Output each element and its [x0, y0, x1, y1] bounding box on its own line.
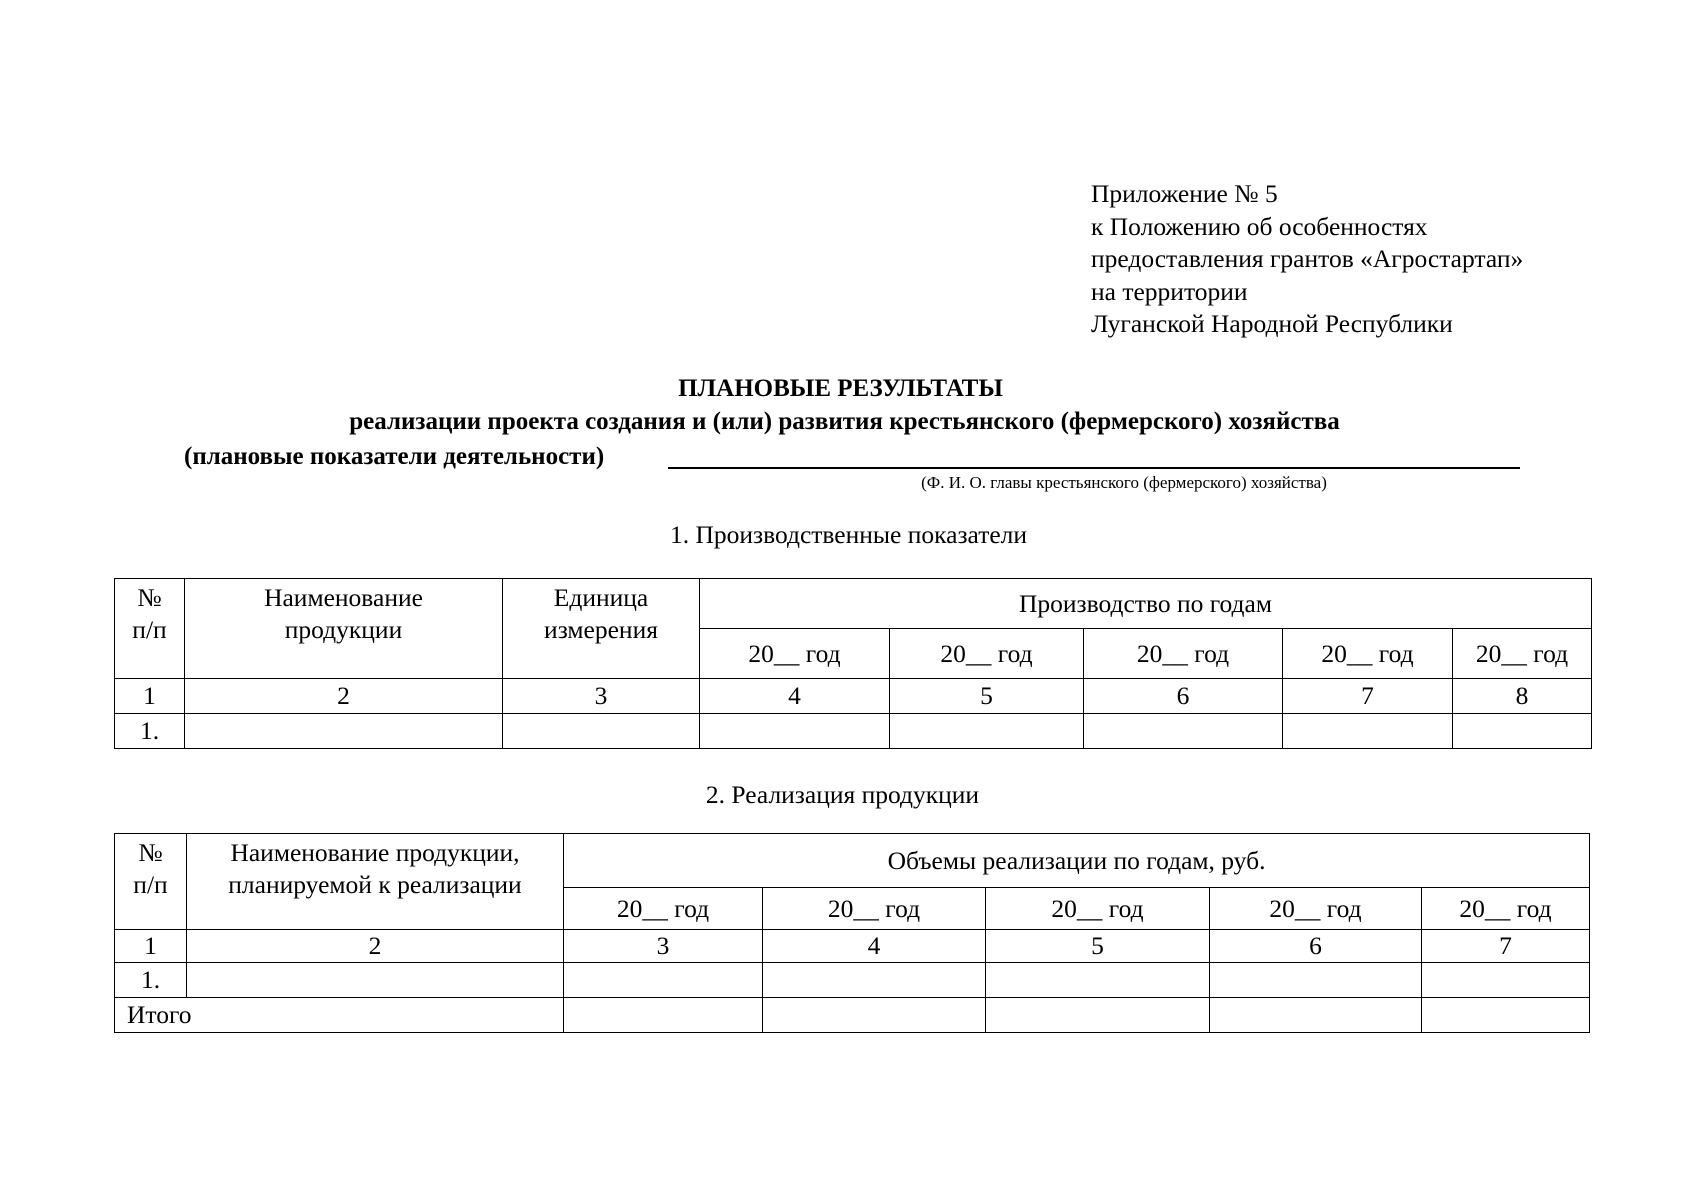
table-cell[interactable]: [1422, 963, 1590, 998]
header-name-line2: продукции: [284, 615, 403, 644]
column-number: 7: [1422, 930, 1590, 963]
column-number-row: [115, 930, 1590, 963]
header-name-line1: Наименование продукции,: [230, 838, 520, 867]
table-cell[interactable]: [185, 714, 503, 749]
header-year: 20__ год: [700, 629, 890, 679]
table-cell[interactable]: [1422, 998, 1590, 1033]
table-cell[interactable]: [986, 998, 1210, 1033]
production-table: [114, 578, 1592, 749]
row-number: 1.: [115, 963, 187, 998]
table-cell[interactable]: [763, 963, 986, 998]
appendix-line: Приложение № 5: [1091, 179, 1278, 208]
table-cell[interactable]: [564, 963, 763, 998]
column-number: 7: [1283, 679, 1453, 714]
column-number: 3: [503, 679, 700, 714]
header-num-line1: №: [138, 838, 163, 867]
column-number: 2: [185, 679, 503, 714]
header-year: 20__ год: [1084, 629, 1283, 679]
table-cell[interactable]: [763, 998, 986, 1033]
header-unit-line1: Единица: [553, 583, 649, 612]
table-cell[interactable]: [986, 963, 1210, 998]
header-product-name: [185, 579, 503, 679]
header-year: 20__ год: [1422, 888, 1590, 930]
title-indicators-label: (плановые показатели деятельности): [184, 443, 605, 470]
appendix-line: к Положению об особенностях: [1091, 211, 1428, 241]
total-row: [115, 998, 1590, 1033]
column-number: 3: [564, 930, 763, 963]
column-number: 4: [700, 679, 890, 714]
appendix-line: на территории: [1091, 276, 1248, 306]
section2-title: 2. Реализация продукции: [705, 780, 980, 809]
column-number-row: [115, 679, 1592, 714]
header-year: 20__ год: [1453, 629, 1592, 679]
title-subtitle: реализации проекта создания и (или) развития крестьянского (фермерского) хозяйства: [349, 408, 1340, 435]
header-unit: [503, 579, 700, 679]
table-cell[interactable]: [564, 998, 763, 1033]
table-cell[interactable]: [1210, 998, 1422, 1033]
table-cell[interactable]: [1283, 714, 1453, 749]
column-number: 4: [763, 930, 986, 963]
column-number: 8: [1453, 679, 1592, 714]
column-number: 5: [890, 679, 1084, 714]
header-unit-line2: измерения: [544, 615, 658, 644]
header-year: 20__ год: [1283, 629, 1453, 679]
header-year: 20__ год: [763, 888, 986, 930]
header-sales-by-years: Объемы реализации по годам, руб.: [564, 834, 1590, 888]
title-main: ПЛАНОВЫЕ РЕЗУЛЬТАТЫ: [678, 375, 1003, 402]
fio-blank-line: [668, 467, 1520, 469]
column-number: 2: [187, 930, 564, 963]
total-label: Итого: [115, 998, 564, 1033]
header-product-name: [187, 834, 564, 930]
table-cell[interactable]: [700, 714, 890, 749]
fio-caption: (Ф. И. О. главы крестьянского (фермерского) хозяйства): [921, 473, 1327, 492]
table-cell[interactable]: [1453, 714, 1592, 749]
table-cell[interactable]: [503, 714, 700, 749]
header-name-line1: Наименование: [264, 583, 423, 612]
table-cell[interactable]: [187, 963, 564, 998]
row-number: 1.: [115, 714, 185, 749]
header-year: 20__ год: [986, 888, 1210, 930]
column-number: 1: [115, 930, 187, 963]
header-year: 20__ год: [564, 888, 763, 930]
column-number: 6: [1084, 679, 1283, 714]
header-num-line2: п/п: [132, 615, 167, 644]
table-cell[interactable]: [1210, 963, 1422, 998]
header-num: [115, 579, 185, 679]
column-number: 1: [115, 679, 185, 714]
sales-table: [114, 833, 1590, 1033]
table-row: [115, 963, 1590, 998]
header-num: [115, 834, 187, 930]
header-num-line2: п/п: [133, 870, 168, 899]
section1-title: 1. Производственные показатели: [669, 520, 1028, 549]
header-year: 20__ год: [890, 629, 1084, 679]
header-year: 20__ год: [1210, 888, 1422, 930]
table-row: [115, 714, 1592, 749]
appendix-line: Луганской Народной Республики: [1091, 309, 1453, 338]
header-name-line2: планируемой к реализации: [228, 870, 522, 899]
table-cell[interactable]: [1084, 714, 1283, 749]
column-number: 5: [986, 930, 1210, 963]
column-number: 6: [1210, 930, 1422, 963]
header-num-line1: №: [137, 583, 162, 612]
appendix-line: предоставления грантов «Агростартап»: [1091, 244, 1524, 273]
header-production-by-years: Производство по годам: [700, 579, 1592, 629]
table-cell[interactable]: [890, 714, 1084, 749]
appendix-block: [1091, 178, 1523, 341]
